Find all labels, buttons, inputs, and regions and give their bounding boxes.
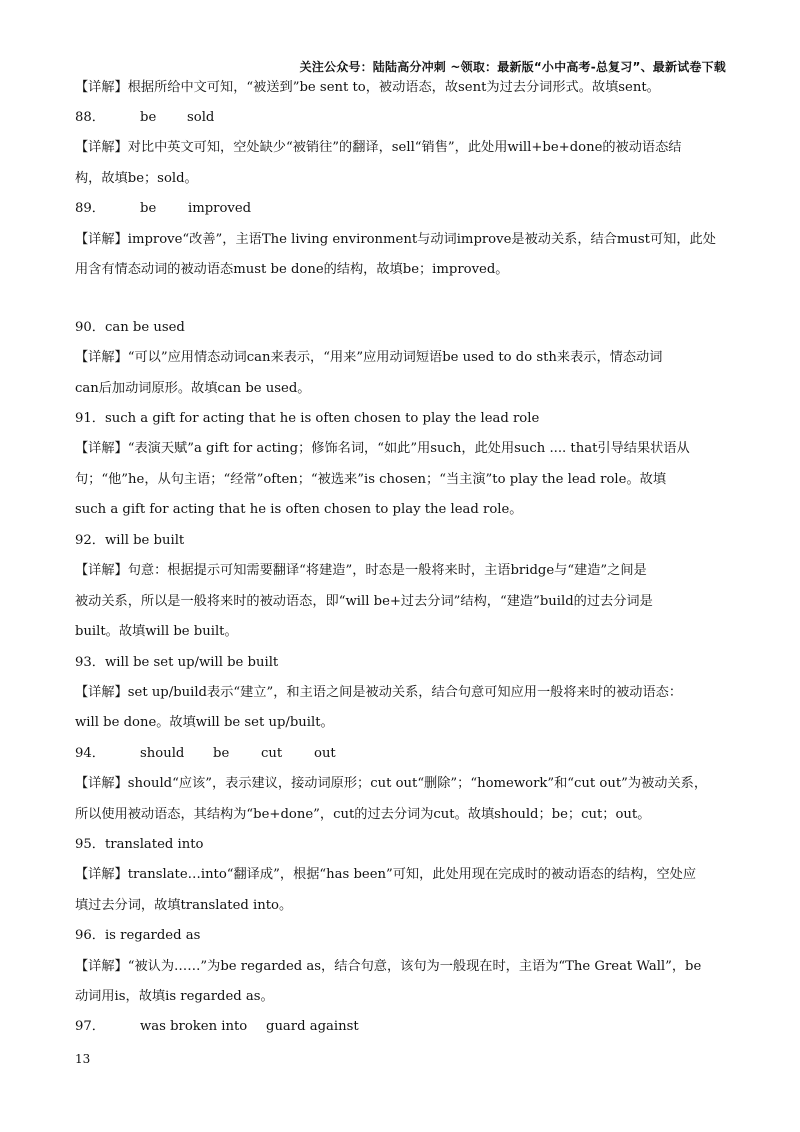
explanation-line: will be done。故填will be set up/built。 [75,715,334,730]
answer-blank: sold [187,110,215,125]
explanation-line: 【详解】对比中英文可知，空处缺少“被销往”的翻译，sell“销售”，此处用will+be+done的被动语态结 [75,140,682,155]
question-number: 88． [75,110,105,125]
answer-line: 96．is regarded as [75,928,201,943]
answer-line: 92．will be built [75,533,185,548]
answer-blank: be [213,746,230,761]
answer-blank: should [140,746,185,761]
explanation-line: 句；“他”he，从句主语；“经常”often；“被选来”is chosen；“当主演”to play the lead role。故填 [75,472,667,487]
explanation-line: 填过去分词，故填translated into。 [75,898,293,913]
answer-blank: guard against [266,1019,359,1034]
answer-88 [75,110,726,126]
explanation-line: 【详解】translate…into“翻译成”，根据“has been”可知，此处用现在完成时的被动语态的结构，空处应 [75,867,697,882]
answer-line: 95．translated into [75,837,204,852]
explanation-line: 【详解】set up/build表示“建立”，和主语之间是被动关系，结合句意可知应用一般将来时的被动语态： [75,685,683,700]
answer-blank: cut [261,746,283,761]
explanation-line: 所以使用被动语态，其结构为“be+done”，cut的过去分词为cut。故填should；be；cut；out。 [75,807,651,822]
explanation-line: 【详解】“被认为……”为be regarded as，结合句意，该句为一般现在时，主语为“The Great Wall”，be [75,959,702,974]
answer-line: 90．can be used [75,320,185,335]
answer-94 [75,746,726,762]
explanation-line: built。故填will be built。 [75,624,238,639]
explanation-line: 【详解】“表演天赋”a gift for acting；修饰名词，“如此”用such，此处用such .... that引导结果状语从 [75,441,690,456]
explanation-line: 【详解】根据所给中文可知，“被送到”be sent to，被动语态，故sent为过去分词形式。故填sent。 [75,80,660,95]
answer-blank: improved [188,201,252,216]
page-header: 关注公众号：陆陆高分冲刺 ~领取：最新版“小中高考-总复习”、最新试卷下载 [299,60,726,74]
page-number: 13 [75,1052,91,1066]
explanation-line: 构，故填be；sold。 [75,171,198,186]
answer-blank: was broken into [140,1019,248,1034]
explanation-line: 【详解】“可以”应用情态动词can来表示，“用来”应用动词短语be used to do sth来表示，情态动词 [75,350,663,365]
explanation-line: 【详解】improve“改善”，主语The living environment与动词improve是被动关系，结合must可知，此处 [75,232,716,247]
answer-89 [75,201,726,217]
answer-line: 91．such a gift for acting that he is often chosen to play the lead role [75,411,540,426]
answer-line: 93．will be set up/will be built [75,655,279,670]
question-number: 94． [75,746,105,761]
answer-blank: be [140,201,157,216]
explanation-line: 动词用is，故填is regarded as。 [75,989,274,1004]
question-number: 97． [75,1019,105,1034]
explanation-line: 【详解】句意：根据提示可知需要翻译“将建造”，时态是一般将来时，主语bridge与“建造”之间是 [75,563,647,578]
answer-blank: out [314,746,336,761]
answer-97 [75,1019,726,1035]
question-number: 89． [75,201,105,216]
explanation-line: can后加动词原形。故填can be used。 [75,381,311,396]
explanation-line: 【详解】should“应该”，表示建议，接动词原形；cut out“删除”；“homework”和“cut out”为被动关系， [75,776,708,791]
explanation-line: 用含有情态动词的被动语态must be done的结构，故填be；improved。 [75,262,509,277]
explanation-line: such a gift for acting that he is often chosen to play the lead role。 [75,502,523,517]
explanation-line: 被动关系，所以是一般将来时的被动语态，即“will be+过去分词”结构，“建造”build的过去分词是 [75,594,653,609]
answer-blank: be [140,110,157,125]
